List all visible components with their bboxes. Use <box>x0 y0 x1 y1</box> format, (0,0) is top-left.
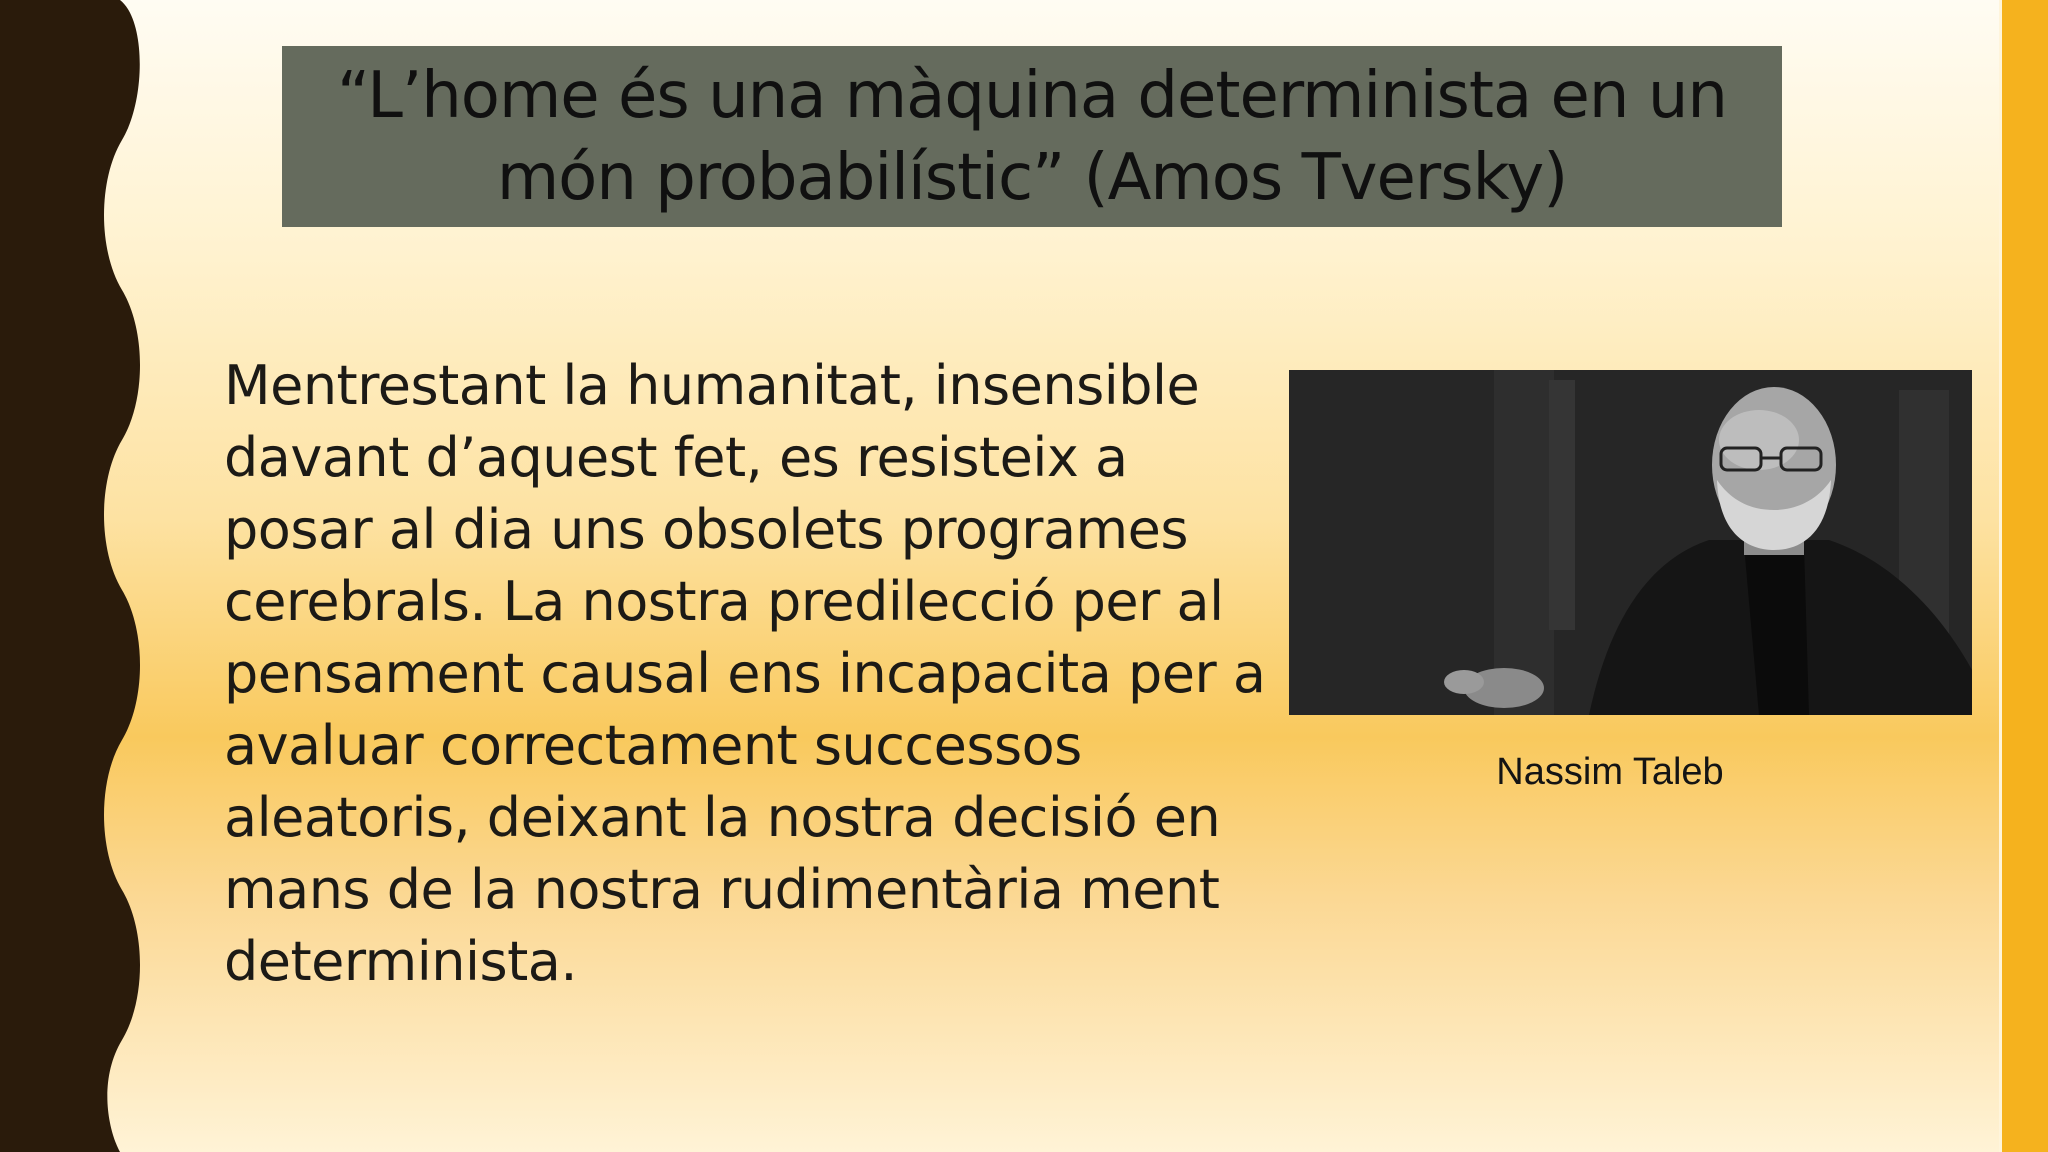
right-accent-bar <box>2002 0 2048 1152</box>
portrait-illustration <box>1289 370 1972 715</box>
photo-caption: Nassim Taleb <box>1496 751 1724 793</box>
title-banner <box>282 46 1782 227</box>
body-paragraph: Mentrestant la humanitat, insensible davant d’aquest fet, es resisteix a posar al dia uns obsolets programes cerebrals. La nostra predilecció per al pensament causal ens incapacita per a avaluar correctament successos aleatoris, deixant la nostra decisió en mans de la nostra rudimentària ment determinista. <box>224 354 1266 993</box>
slide-title: “L’home és una màquina determinista en un món probabilístic” (Amos Tversky) <box>337 58 1727 215</box>
wavy-left-band <box>0 0 160 1152</box>
portrait-photo <box>1289 370 1972 715</box>
wavy-band-shape <box>0 0 140 1152</box>
